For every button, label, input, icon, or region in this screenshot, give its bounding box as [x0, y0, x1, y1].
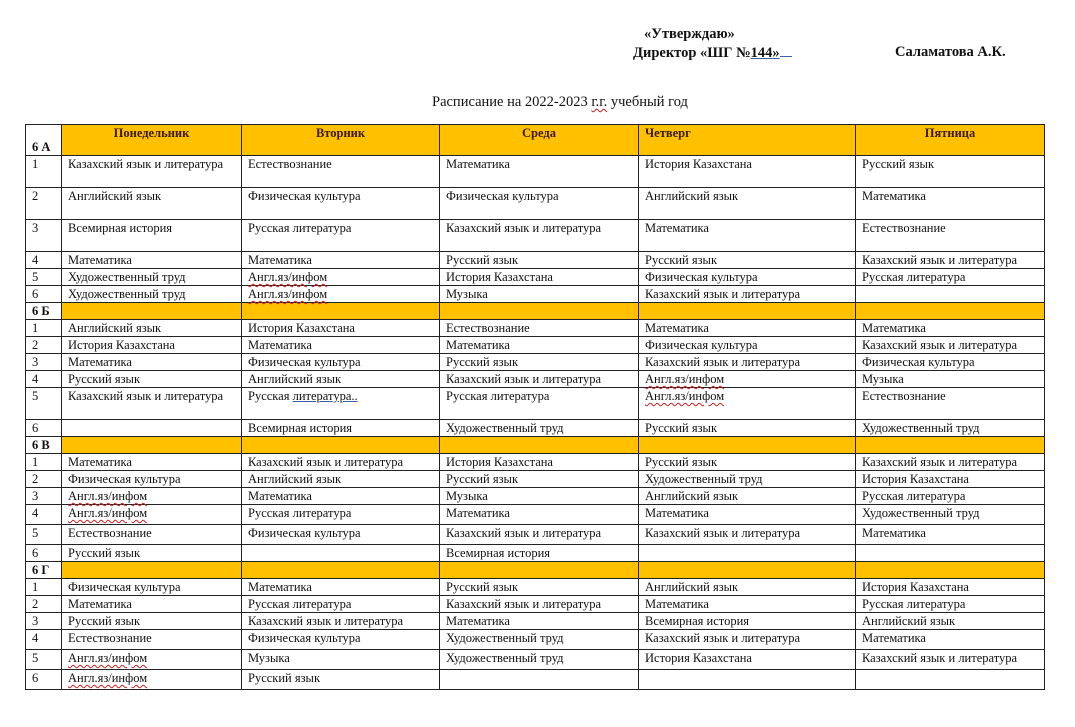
- lesson-row: [26, 596, 1045, 613]
- header-fill-cell: [62, 437, 242, 454]
- lesson-row: [26, 505, 1045, 525]
- subject-cell: Художественный труд: [856, 420, 1045, 437]
- subject-cell: История Казахстана: [856, 471, 1045, 488]
- header-fill-cell: [62, 562, 242, 579]
- lesson-row: [26, 188, 1045, 220]
- header-fill-cell: [856, 303, 1045, 320]
- subject-cell: Естествознание: [856, 220, 1045, 252]
- lesson-number: 6: [26, 670, 62, 690]
- subject-cell: Русский язык: [62, 545, 242, 562]
- header-fill-cell: [440, 303, 639, 320]
- header-fill-cell: [62, 303, 242, 320]
- subject-cell: Математика: [62, 454, 242, 471]
- subject-cell: Русская литература: [242, 505, 440, 525]
- lesson-row: [26, 354, 1045, 371]
- title-abbrev: г.г.: [591, 94, 608, 110]
- subject-text: литература..: [292, 389, 358, 403]
- lesson-row: [26, 286, 1045, 303]
- subject-cell: Английский язык: [242, 371, 440, 388]
- subject-cell: Художественный труд: [440, 630, 639, 650]
- subject-cell: Математика: [242, 337, 440, 354]
- header-fill-cell: [242, 562, 440, 579]
- subject-cell: Физическая культура: [242, 188, 440, 220]
- subject-cell: Математика: [856, 188, 1045, 220]
- lesson-row: [26, 650, 1045, 670]
- school-number: 144»: [750, 45, 780, 61]
- subject-cell: Физическая культура: [242, 354, 440, 371]
- subject-cell: Естествознание: [856, 388, 1045, 420]
- class-label: 6 В: [26, 437, 62, 454]
- subject-cell: Русская литература: [242, 220, 440, 252]
- subject-cell: Английский язык: [639, 188, 856, 220]
- lesson-number: 5: [26, 388, 62, 420]
- lesson-number: 3: [26, 613, 62, 630]
- lesson-row: [26, 613, 1045, 630]
- subject-cell: Математика: [62, 596, 242, 613]
- lesson-row: [26, 420, 1045, 437]
- subject-cell: Математика: [856, 630, 1045, 650]
- director-prefix: Директор «ШГ №: [633, 45, 751, 61]
- subject-cell: Русский язык: [440, 252, 639, 269]
- subject-cell: [62, 650, 242, 670]
- lesson-number: 2: [26, 337, 62, 354]
- lesson-row: [26, 156, 1045, 188]
- subject-cell: [639, 388, 856, 420]
- subject-cell: Музыка: [440, 286, 639, 303]
- lesson-row: [26, 471, 1045, 488]
- subject-cell: Художественный труд: [440, 650, 639, 670]
- subject-cell: [856, 286, 1045, 303]
- lesson-number: 6: [26, 545, 62, 562]
- header-fill-cell: [440, 562, 639, 579]
- class-label: 6 Г: [26, 562, 62, 579]
- subject-cell: Естествознание: [440, 320, 639, 337]
- subject-cell: [62, 670, 242, 690]
- subject-cell: История Казахстана: [639, 650, 856, 670]
- subject-cell: [440, 670, 639, 690]
- header-fill-cell: [242, 437, 440, 454]
- day-header: Среда: [440, 125, 639, 156]
- header-fill-cell: [639, 562, 856, 579]
- subject-cell: Математика: [62, 252, 242, 269]
- subject-cell: [242, 286, 440, 303]
- lesson-row: [26, 320, 1045, 337]
- subject-cell: Казахский язык и литература: [242, 613, 440, 630]
- lesson-number: 1: [26, 454, 62, 471]
- subject-cell: [242, 269, 440, 286]
- subject-cell: Математика: [242, 579, 440, 596]
- subject-cell: Художественный труд: [440, 420, 639, 437]
- lesson-row: [26, 545, 1045, 562]
- subject-cell: Казахский язык и литература: [440, 371, 639, 388]
- subject-cell: Физическая культура: [62, 579, 242, 596]
- subject-cell: [62, 505, 242, 525]
- subject-cell: Физическая культура: [440, 188, 639, 220]
- subject-cell: Английский язык: [856, 613, 1045, 630]
- approval-label: «Утверждаю»: [644, 26, 735, 42]
- subject-cell: Русский язык: [242, 670, 440, 690]
- lesson-number: 2: [26, 188, 62, 220]
- subject-cell: История Казахстана: [440, 269, 639, 286]
- lesson-row: [26, 670, 1045, 690]
- lesson-row: [26, 454, 1045, 471]
- subject-cell: Математика: [639, 320, 856, 337]
- subject-text: Англ.яз/инфом: [645, 372, 725, 386]
- lesson-number: 5: [26, 269, 62, 286]
- subject-cell: Естествознание: [242, 156, 440, 188]
- lesson-row: [26, 579, 1045, 596]
- subject-cell: Английский язык: [639, 488, 856, 505]
- subject-text: Англ.яз/инфом: [248, 287, 328, 301]
- class-header-row: [26, 562, 1045, 579]
- subject-cell: [639, 371, 856, 388]
- subject-cell: Английский язык: [639, 579, 856, 596]
- subject-cell: Всемирная история: [440, 545, 639, 562]
- header-fill-cell: [856, 437, 1045, 454]
- subject-cell: Русская литература: [242, 596, 440, 613]
- subject-cell: Казахский язык и литература: [62, 388, 242, 420]
- schedule-body: [26, 125, 1045, 690]
- subject-cell: Русская литература: [856, 269, 1045, 286]
- subject-cell: Художественный труд: [62, 269, 242, 286]
- subject-cell: Казахский язык и литература: [639, 630, 856, 650]
- subject-cell: Художественный труд: [62, 286, 242, 303]
- subject-cell: Музыка: [242, 650, 440, 670]
- subject-cell: Русский язык: [440, 471, 639, 488]
- header-fill-cell: [639, 437, 856, 454]
- lesson-number: 4: [26, 505, 62, 525]
- subject-cell: Музыка: [440, 488, 639, 505]
- class-label: 6 А: [26, 125, 62, 156]
- lesson-row: [26, 488, 1045, 505]
- subject-cell: [62, 488, 242, 505]
- subject-cell: Математика: [242, 488, 440, 505]
- director-line: [633, 44, 792, 62]
- subject-cell: Казахский язык и литература: [440, 596, 639, 613]
- subject-cell: Казахский язык и литература: [62, 156, 242, 188]
- lesson-number: 5: [26, 525, 62, 545]
- subject-cell: История Казахстана: [62, 337, 242, 354]
- subject-cell: Русский язык: [62, 371, 242, 388]
- subject-cell: История Казахстана: [639, 156, 856, 188]
- subject-cell: Русская литература..: [242, 388, 440, 420]
- lesson-row: [26, 630, 1045, 650]
- lesson-row: [26, 269, 1045, 286]
- lesson-number: 4: [26, 371, 62, 388]
- title-prefix: Расписание на 2022-2023: [432, 94, 592, 110]
- schedule-table: [25, 124, 1045, 690]
- subject-cell: Математика: [639, 596, 856, 613]
- signer-name: Саламатова А.К.: [895, 44, 1006, 60]
- subject-cell: Всемирная история: [62, 220, 242, 252]
- day-header-row: [26, 125, 1045, 156]
- subject-cell: Русский язык: [440, 579, 639, 596]
- lesson-number: 6: [26, 420, 62, 437]
- subject-text: Англ.яз/инфом: [645, 389, 725, 403]
- lesson-row: [26, 371, 1045, 388]
- subject-cell: Физическая культура: [856, 354, 1045, 371]
- subject-cell: Русская литература: [856, 488, 1045, 505]
- subject-cell: [639, 670, 856, 690]
- subject-cell: Казахский язык и литература: [639, 354, 856, 371]
- lesson-number: 4: [26, 252, 62, 269]
- subject-cell: Художественный труд: [639, 471, 856, 488]
- subject-cell: Математика: [440, 156, 639, 188]
- subject-text: Англ.яз/инфом: [68, 489, 148, 503]
- subject-cell: [856, 670, 1045, 690]
- header-fill-cell: [440, 437, 639, 454]
- subject-text: Англ.яз/инфом: [68, 671, 148, 685]
- subject-cell: Русский язык: [639, 252, 856, 269]
- subject-cell: Физическая культура: [639, 337, 856, 354]
- subject-cell: Математика: [242, 252, 440, 269]
- header-fill-cell: [639, 303, 856, 320]
- subject-cell: Всемирная история: [639, 613, 856, 630]
- header-fill-cell: [856, 562, 1045, 579]
- class-header-row: [26, 303, 1045, 320]
- lesson-row: [26, 252, 1045, 269]
- subject-cell: Казахский язык и литература: [639, 525, 856, 545]
- title-suffix: учебный год: [607, 94, 688, 110]
- subject-cell: Физическая культура: [62, 471, 242, 488]
- subject-cell: Английский язык: [62, 320, 242, 337]
- subject-cell: Математика: [62, 354, 242, 371]
- subject-text: Англ.яз/инфом: [248, 270, 328, 284]
- class-header-row: [26, 437, 1045, 454]
- lesson-number: 1: [26, 579, 62, 596]
- subject-cell: История Казахстана: [856, 579, 1045, 596]
- lesson-row: [26, 388, 1045, 420]
- subject-cell: Математика: [440, 613, 639, 630]
- subject-cell: История Казахстана: [440, 454, 639, 471]
- subject-cell: Математика: [639, 505, 856, 525]
- lesson-number: 2: [26, 596, 62, 613]
- subject-cell: [242, 545, 440, 562]
- subject-cell: Казахский язык и литература: [440, 220, 639, 252]
- subject-cell: Математика: [440, 337, 639, 354]
- subject-cell: Физическая культура: [639, 269, 856, 286]
- subject-cell: Казахский язык и литература: [440, 525, 639, 545]
- subject-cell: Музыка: [856, 371, 1045, 388]
- subject-cell: Русский язык: [62, 613, 242, 630]
- lesson-number: 5: [26, 650, 62, 670]
- day-header: Вторник: [242, 125, 440, 156]
- subject-cell: Казахский язык и литература: [856, 650, 1045, 670]
- subject-cell: Естествознание: [62, 525, 242, 545]
- subject-text: Англ.яз/инфом: [68, 506, 148, 520]
- lesson-number: 2: [26, 471, 62, 488]
- subject-cell: Русский язык: [639, 420, 856, 437]
- lesson-number: 3: [26, 220, 62, 252]
- header-fill-cell: [242, 303, 440, 320]
- subject-cell: Всемирная история: [242, 420, 440, 437]
- subject-cell: Английский язык: [242, 471, 440, 488]
- day-header: Понедельник: [62, 125, 242, 156]
- subject-cell: Художественный труд: [856, 505, 1045, 525]
- lesson-number: 4: [26, 630, 62, 650]
- lesson-number: 1: [26, 156, 62, 188]
- subject-cell: Казахский язык и литература: [856, 252, 1045, 269]
- signature-underline: [780, 44, 792, 57]
- document-title: [432, 94, 688, 111]
- lesson-row: [26, 337, 1045, 354]
- subject-cell: Физическая культура: [242, 525, 440, 545]
- subject-cell: Математика: [856, 320, 1045, 337]
- lesson-row: [26, 220, 1045, 252]
- lesson-number: 3: [26, 354, 62, 371]
- subject-cell: Русская литература: [856, 596, 1045, 613]
- day-header: Четверг: [639, 125, 856, 156]
- subject-cell: Физическая культура: [242, 630, 440, 650]
- lesson-number: 6: [26, 286, 62, 303]
- subject-cell: [62, 420, 242, 437]
- subject-cell: Казахский язык и литература: [639, 286, 856, 303]
- subject-cell: Русский язык: [440, 354, 639, 371]
- subject-cell: Математика: [440, 505, 639, 525]
- subject-cell: [856, 545, 1045, 562]
- subject-cell: [639, 545, 856, 562]
- subject-cell: Естествознание: [62, 630, 242, 650]
- subject-cell: Казахский язык и литература: [856, 454, 1045, 471]
- subject-cell: Русский язык: [639, 454, 856, 471]
- subject-cell: Математика: [856, 525, 1045, 545]
- lesson-number: 1: [26, 320, 62, 337]
- subject-cell: История Казахстана: [242, 320, 440, 337]
- class-label: 6 Б: [26, 303, 62, 320]
- subject-cell: Казахский язык и литература: [856, 337, 1045, 354]
- lesson-number: 3: [26, 488, 62, 505]
- day-header: Пятница: [856, 125, 1045, 156]
- subject-cell: Математика: [639, 220, 856, 252]
- subject-cell: Русский язык: [856, 156, 1045, 188]
- lesson-row: [26, 525, 1045, 545]
- subject-cell: Английский язык: [62, 188, 242, 220]
- subject-cell: Казахский язык и литература: [242, 454, 440, 471]
- subject-cell: Русская литература: [440, 388, 639, 420]
- subject-text: Англ.яз/инфом: [68, 651, 148, 665]
